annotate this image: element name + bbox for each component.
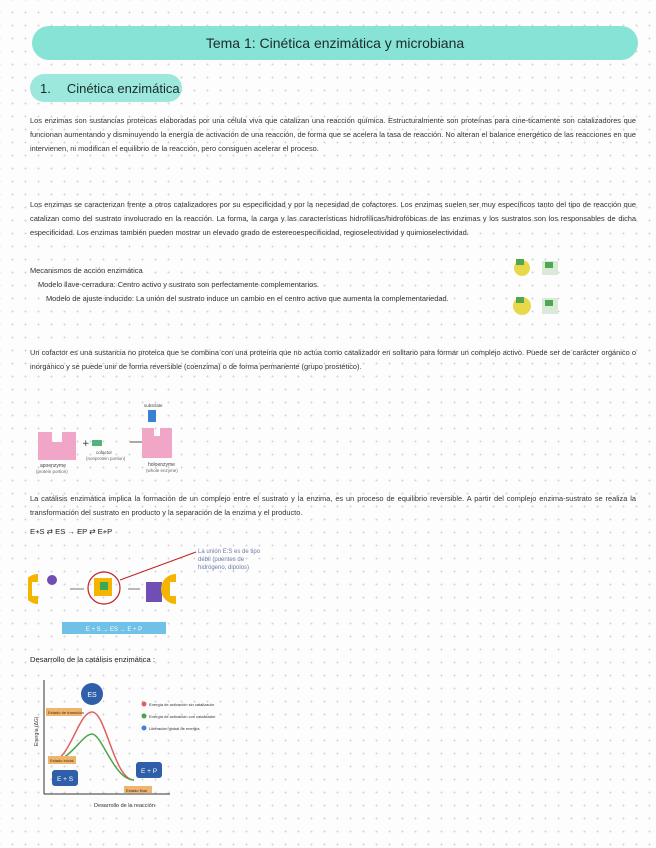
energy-section-title: Desarrollo de la catálisis enzimática : [30, 655, 155, 664]
induced-fit-complex-substrate [545, 300, 553, 306]
substrate-shape [47, 575, 57, 585]
legend-marker-catalyzed [142, 714, 147, 719]
legend-uncatalyzed: Energía de activación sin catalizador [149, 702, 215, 707]
reaction-equation: E+S ⇄ ES → EP ⇄ E+P [30, 527, 113, 536]
legend-marker-release [142, 726, 147, 731]
substrate-label: substrate [144, 403, 163, 408]
start-state-label: Estado inicial [50, 758, 74, 763]
transition-state-label: Estado de transición [48, 710, 85, 715]
holoenzyme-label: holoenzyme [148, 462, 175, 468]
uncatalyzed-curve [50, 712, 134, 780]
y-axis-label: Energía (ΔG) [34, 716, 40, 746]
enzyme-substrate-complex-figure [28, 544, 318, 640]
plus-sign: + [82, 439, 90, 449]
cofactor-shape [92, 440, 102, 446]
callout-text: La unión E:S es de tipo débil (puentes de hidrógeno, dipolos) [198, 549, 261, 571]
apoenzyme-sublabel: (protein portion) [36, 469, 68, 474]
es-complex-substrate [100, 582, 108, 590]
lock-key-substrate-shape [516, 259, 524, 265]
substrate-shape [148, 410, 156, 422]
cofactor-figure [30, 398, 230, 476]
legend-marker-uncatalyzed [142, 702, 147, 707]
apoenzyme-label: apoenzyme [40, 463, 66, 469]
induced-fit-substrate-shape [516, 297, 524, 303]
x-axis-label: Desarrollo de la reacción [94, 803, 155, 809]
callout-box [198, 548, 272, 598]
page-title-text: Tema 1: Cinética enzimática y microbiana [205, 35, 465, 51]
paragraph-catalysis: La catálisis enzimática implica la formación de un complejo entre el sustrato y la enzima, es un proceso de equilibrio reversible. A partir del complejo enzima-sustrato se realiza la transformación del sustrato en producto y la separación de la enzima y el producto. [30, 494, 636, 518]
product-shape [146, 582, 162, 602]
energy-diagram [30, 676, 256, 812]
end-state-label: Estado final [126, 788, 147, 793]
lock-key-complex-substrate [545, 262, 553, 268]
paragraph-enzymes-specificity: Los enzimas se caracterizan frente a otros catalizadores por su especificidad y por la necesidad de cofactores. Los enzimas suelen ser muy específicos tanto del tipo de reacción que catalizan como del sustrato involucrado en la reacción. La forma, la carga y las características hidrofílicas/hidrofóbicas de las enzimas y los sustratos son los responsables de dicha especificidad. Los enzimas también pueden mostrar un elevado grado de estereoespecificidad, regioselectividad y quimioselectividad. [30, 200, 636, 238]
enzyme-shape [28, 574, 38, 604]
es-label: ES [87, 692, 97, 699]
section-heading [30, 74, 182, 102]
mechanisms-title: Mecanismos de acción enzimática [30, 266, 143, 275]
mechanism-item-induced-fit: Modelo de ajuste inducido: La unión del sustrato induce un cambio en el centro activo que aumenta la complementariedad. [46, 294, 449, 304]
legend-release: Liberación global de energía [149, 726, 200, 731]
holoenzyme-shape [142, 428, 172, 458]
reaction-banner-text: E + S → ES → E + P [85, 627, 143, 633]
mechanisms-list [30, 264, 500, 307]
cofactor-label: cofactor [96, 450, 113, 455]
legend-catalyzed: Energía de activación con catalizador [149, 714, 216, 719]
es-start-text: E + S [56, 776, 74, 783]
ep-end-text: E + P [140, 768, 158, 775]
energy-legend [142, 702, 217, 732]
free-enzyme-shape [161, 574, 176, 604]
section-title: Cinética enzimática [66, 80, 180, 96]
enzyme-models-thumbnail [504, 256, 574, 332]
holoenzyme-sublabel: (whole enzyme) [146, 468, 178, 473]
section-number: 1. [40, 80, 51, 96]
callout-line [120, 552, 196, 580]
paragraph-enzymes-definition: Los enzimas son sustancias proteicas elaboradas por una célula viva que catalizan una reacción química. Estructuralmente son proteínas para cine-ticamente son catalizadores que funcionan aumentando y disminuyendo la energía de activación de una reacción, de forma que se acelera la tasa de reacción. No alteran el balance energético de las reacciones en que intervienen, ni modifican el equilibrio de la reacción, pero consiguen acelerar el proceso. [30, 116, 637, 154]
apoenzyme-shape [38, 432, 76, 460]
page-title [32, 26, 638, 60]
paragraph-cofactor: Un cofactor es una sustancia no proteica que se combina con una proteína que no actúa como catalizador en solitario para formar un complejo activo. Puede ser de carácter orgánico o inorgánico y se puede unir de forma reversible (coenzima) o de forma permanente (grupo prostético). [30, 348, 636, 372]
cofactor-sublabel: (nonprotein portion) [86, 456, 126, 461]
mechanism-item-lock-key: Modelo llave-cerradura: Centro activo y sustrato son perfectamente complementarios. [38, 280, 319, 290]
